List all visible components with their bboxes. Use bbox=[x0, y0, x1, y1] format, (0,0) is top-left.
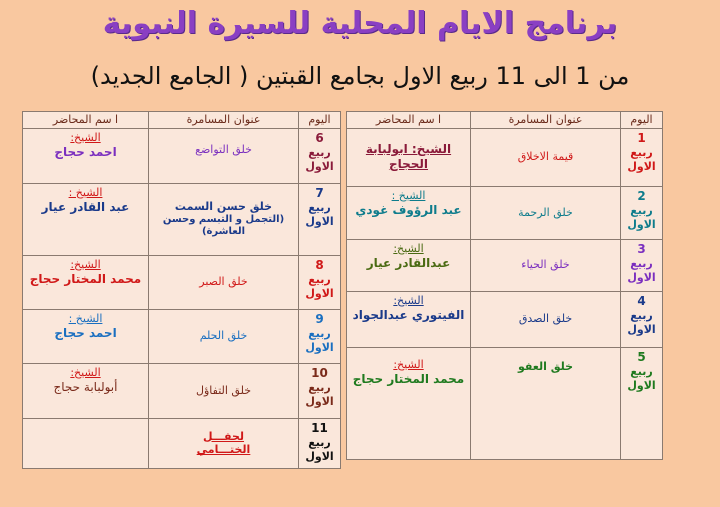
table-row bbox=[347, 239, 663, 291]
lecturer-cell: الشيخ : عبد القادر عيار bbox=[23, 183, 149, 255]
topic-cell: خلق الصبر bbox=[149, 255, 299, 309]
topic-cell: قيمة الاخلاق bbox=[471, 128, 621, 186]
day-cell: 6 ربيع الاول bbox=[299, 128, 341, 183]
topic-cell: خلق التواضع bbox=[149, 128, 299, 183]
lecturer-cell bbox=[23, 418, 149, 468]
day-cell: 9 ربيع الاول bbox=[299, 309, 341, 363]
day-cell: 2 ربيع الاول bbox=[621, 186, 663, 239]
topic-cell: خلق الصدق bbox=[471, 291, 621, 347]
table-row bbox=[23, 363, 341, 418]
topic-cell: خلق الحلم bbox=[149, 309, 299, 363]
lecturer-cell: الشيخ: محمد المختار حجاج bbox=[347, 347, 471, 459]
day-cell: 7 ربيع الاول bbox=[299, 183, 341, 255]
table-row bbox=[23, 255, 341, 309]
page-title: برنامج الايام المحلية للسيرة النبوية bbox=[102, 6, 618, 41]
day-cell: 1 ربيع الاول bbox=[621, 128, 663, 186]
header-lecturer: ا سم المحاضر bbox=[23, 112, 149, 129]
table-row bbox=[23, 183, 341, 255]
table-row bbox=[347, 128, 663, 186]
schedule-table-right bbox=[346, 111, 663, 460]
lecturer-cell: الشيخ: عبدالقادر عيار bbox=[347, 239, 471, 291]
day-cell: 5 ربيع الاول bbox=[621, 347, 663, 459]
lecturer-cell: الشيخ: الفيتوري عبدالجواد bbox=[347, 291, 471, 347]
table-row bbox=[23, 418, 341, 468]
lecturer-cell: الشيخ: احمد حجاج bbox=[23, 128, 149, 183]
lecturer-cell: الشيخ: أبولبابة حجاج bbox=[23, 363, 149, 418]
topic-cell: لحفـــل الختـــامي bbox=[149, 418, 299, 468]
day-cell: 11 ربيع الاول bbox=[299, 418, 341, 468]
topic-cell: خلق الرحمة bbox=[471, 186, 621, 239]
table-header-row bbox=[23, 112, 341, 129]
lecturer-cell: الشيخ : عبد الرؤوف غودي bbox=[347, 186, 471, 239]
lecturer-cell: الشيخ: ابولبابة الحجاج bbox=[347, 128, 471, 186]
topic-cell: خلق التفاؤل bbox=[149, 363, 299, 418]
header-topic: عنوان المسامرة bbox=[149, 112, 299, 129]
header-day: اليوم bbox=[299, 112, 341, 129]
lecturer-cell: الشيخ: محمد المختار حجاج bbox=[23, 255, 149, 309]
lecturer-cell: الشيخ : احمد حجاج bbox=[23, 309, 149, 363]
table-row bbox=[23, 309, 341, 363]
topic-cell: خلق الحياء bbox=[471, 239, 621, 291]
topic-cell: خلق حسن السمت (التجمل و التبسم وحسن العاشرة) bbox=[149, 183, 299, 255]
table-row bbox=[23, 128, 341, 183]
table-row bbox=[347, 347, 663, 459]
header-topic: عنوان المسامرة bbox=[471, 112, 621, 129]
page-subtitle: من 1 الى 11 ربيع الاول بجامع القبتين ( الجامع الجديد) bbox=[90, 62, 630, 90]
table-header-row bbox=[347, 112, 663, 129]
table-row bbox=[347, 186, 663, 239]
day-cell: 10 ربيع الاول bbox=[299, 363, 341, 418]
day-cell: 3 ربيع الاول bbox=[621, 239, 663, 291]
schedule-table-left bbox=[22, 111, 341, 469]
table-row bbox=[347, 291, 663, 347]
topic-cell: خلق العفو bbox=[471, 347, 621, 459]
header-day: اليوم bbox=[621, 112, 663, 129]
day-cell: 8 ربيع الاول bbox=[299, 255, 341, 309]
header-lecturer: ا سم المحاضر bbox=[347, 112, 471, 129]
day-cell: 4 ربيع الاول bbox=[621, 291, 663, 347]
